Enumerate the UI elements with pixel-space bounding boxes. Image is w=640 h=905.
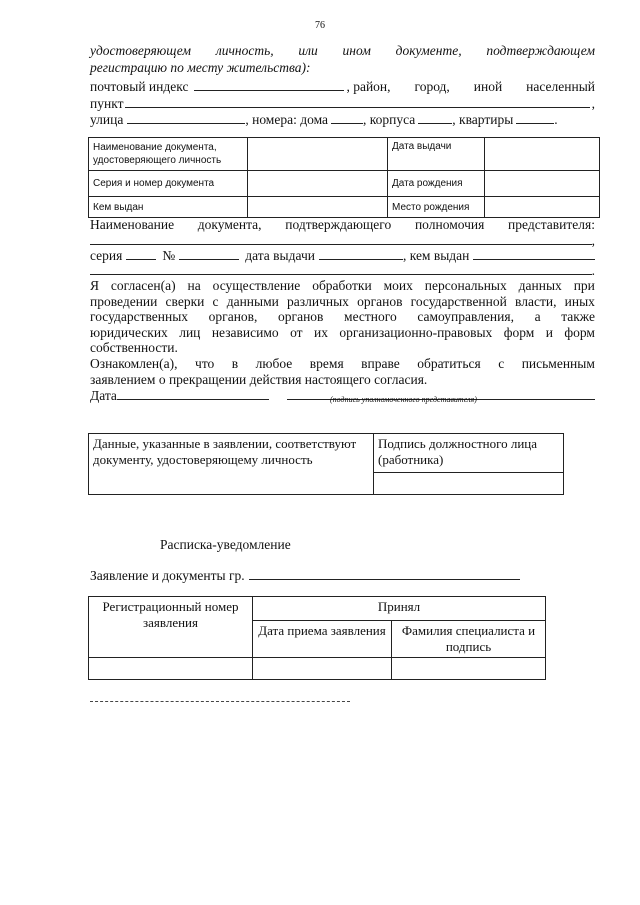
representative-doc-field[interactable]: [90, 232, 592, 245]
word: согласен(а): [110, 278, 176, 293]
receipt-statement-line: [90, 567, 520, 584]
consent-line: [90, 294, 595, 310]
word: осуществление: [212, 278, 301, 293]
table-row: [89, 597, 546, 621]
issue-date-label: Дата выдачи: [388, 138, 485, 171]
word: проведении: [90, 293, 158, 309]
district-words: [346, 79, 595, 95]
verification-table: [88, 433, 564, 495]
representative-blank-line-2: [90, 262, 595, 279]
table-row: [89, 171, 600, 197]
locality-field[interactable]: [125, 95, 589, 108]
word: государственной: [410, 293, 507, 309]
table-row: [89, 658, 546, 680]
flat-field[interactable]: [516, 111, 554, 124]
word: Я: [90, 278, 100, 293]
applicant-name-field[interactable]: [249, 567, 520, 580]
street-label: улица: [90, 112, 124, 127]
word: представителя:: [508, 217, 595, 232]
word: форм: [503, 324, 535, 340]
word: независимо: [211, 324, 279, 340]
col-reg-number: Регистрационный номер заявления: [89, 597, 253, 658]
rep-issue-date-field[interactable]: [319, 247, 403, 260]
word: что: [195, 356, 215, 371]
word: полномочия: [414, 217, 485, 232]
word: вправе: [361, 356, 400, 371]
series-field[interactable]: [126, 247, 156, 260]
address-intro-line-2: регистрацию по месту жительства):: [90, 60, 311, 75]
issued-by-cell[interactable]: [248, 197, 388, 218]
word: обратиться: [417, 356, 481, 371]
word: подтверждающего: [285, 217, 392, 232]
word: ином: [342, 43, 371, 58]
table-row: [89, 197, 600, 218]
word: персональных: [424, 278, 507, 293]
receipt-title: Расписка-уведомление: [160, 537, 291, 552]
word: удостоверяющем: [90, 43, 192, 58]
word: государственных: [90, 309, 189, 324]
word: форм: [564, 324, 595, 340]
rep-issued-by-continuation[interactable]: [90, 262, 592, 275]
col-specialist: Фамилия специалиста и подпись: [392, 621, 546, 658]
word: также: [561, 309, 595, 324]
street-field[interactable]: [127, 111, 245, 124]
word: лиц: [179, 324, 201, 340]
ack-line-1: [90, 356, 595, 372]
word: данными: [226, 293, 279, 309]
locality-line: [90, 95, 595, 112]
word: данных: [518, 278, 562, 293]
house-label: , номера: дома: [245, 112, 329, 127]
word: с: [498, 356, 505, 371]
consent-line: [90, 278, 595, 294]
word: а: [534, 309, 541, 324]
rep-issued-by-field[interactable]: [473, 247, 595, 260]
doc-series-number-cell[interactable]: [248, 171, 388, 197]
doc-name-label: Наименование документа, удостоверяющего личность: [89, 138, 248, 171]
table-row: [89, 434, 564, 473]
word: Наименование: [90, 217, 175, 232]
series-label: серия: [90, 248, 123, 263]
word: власти,: [515, 293, 557, 309]
receipt-date-cell[interactable]: [253, 658, 392, 680]
word: документа,: [197, 217, 262, 232]
word: различных: [287, 293, 349, 309]
word: город,: [414, 79, 450, 94]
word: Ознакомлен(а),: [90, 356, 178, 371]
consent-line: [90, 325, 595, 341]
col-accepted: Принял: [253, 597, 546, 621]
birth-date-label: Дата рождения: [388, 171, 485, 197]
word: организационно-правовых: [339, 324, 493, 340]
official-signature-label: Подпись должностного лица (работника): [374, 434, 564, 473]
birth-place-cell[interactable]: [485, 197, 600, 218]
issued-by-label: Кем выдан: [89, 197, 248, 218]
word: с: [212, 293, 219, 309]
consent-last-line: собственности.: [90, 340, 178, 355]
locality-label: пункт: [90, 96, 124, 111]
official-signature-cell[interactable]: [374, 473, 564, 495]
postal-label: почтовый индекс: [90, 79, 189, 94]
rep-period: .: [591, 263, 595, 278]
word: в: [231, 356, 239, 371]
word: обработки: [312, 278, 372, 293]
postal-index-field[interactable]: [194, 78, 344, 91]
word: или: [298, 43, 318, 58]
word: местного: [344, 309, 397, 324]
word: сверки: [165, 293, 205, 309]
birth-date-cell[interactable]: [485, 171, 600, 197]
cut-line: [90, 700, 350, 702]
word: органов: [357, 293, 403, 309]
word: юридических: [90, 324, 168, 340]
street-period: .: [554, 112, 558, 127]
issue-date-cell[interactable]: [485, 138, 600, 171]
word: личность,: [215, 43, 274, 58]
number-field[interactable]: [179, 247, 239, 260]
word: моих: [383, 278, 413, 293]
word: и: [545, 324, 553, 340]
word: при: [573, 278, 595, 293]
word: письменным: [521, 356, 595, 371]
word: время: [309, 356, 344, 371]
street-line: [90, 111, 595, 128]
locality-comma: ,: [591, 96, 595, 111]
building-field[interactable]: [418, 111, 452, 124]
word: их: [313, 324, 328, 340]
receipt-statement-label: Заявление и документы гр.: [90, 568, 245, 583]
word: от: [290, 324, 303, 340]
word: иной: [473, 79, 503, 94]
flat-label: , квартиры: [452, 112, 514, 127]
word: на: [187, 278, 201, 293]
word: подтверждающем: [486, 43, 595, 58]
signature-caption: (подпись уполномоченного представителя): [330, 395, 477, 404]
col-date: Дата приема заявления: [253, 621, 392, 658]
page-number: 76: [315, 20, 325, 31]
date-label: Дата: [90, 388, 117, 403]
doc-series-number-label: Серия и номер документа: [89, 171, 248, 197]
building-label: , корпуса: [363, 112, 416, 127]
address-intro-line-1: [90, 43, 595, 59]
word: органов,: [208, 309, 258, 324]
word: органов: [278, 309, 324, 324]
word: любое: [255, 356, 293, 371]
birth-place-label: Место рождения: [388, 197, 485, 218]
word: документе,: [395, 43, 462, 58]
verification-statement: Данные, указанные в заявлении, соответствуют документу, удостоверяющему личность: [89, 434, 374, 495]
postal-line: [90, 78, 595, 95]
identity-document-table: [88, 137, 600, 218]
receipt-table: [88, 596, 546, 680]
word: населенный: [526, 79, 595, 94]
representative-comma: ,: [591, 233, 595, 248]
doc-name-cell[interactable]: [248, 138, 388, 171]
house-field[interactable]: [331, 111, 363, 124]
specialist-cell[interactable]: [392, 658, 546, 680]
rep-issue-date-label: дата выдачи: [245, 248, 315, 263]
number-label: №: [162, 248, 176, 263]
date-field[interactable]: [117, 387, 269, 400]
consent-line: [90, 309, 595, 325]
ack-line-2: заявлением о прекращении действия настоящего согласия.: [90, 372, 428, 387]
table-row: [89, 138, 600, 171]
representative-doc-title: [90, 217, 595, 233]
word: , район,: [346, 79, 391, 94]
rep-issued-by-label: , кем выдан: [402, 248, 470, 263]
word: самоуправления,: [417, 309, 514, 324]
reg-number-cell[interactable]: [89, 658, 253, 680]
word: иных: [564, 293, 595, 309]
